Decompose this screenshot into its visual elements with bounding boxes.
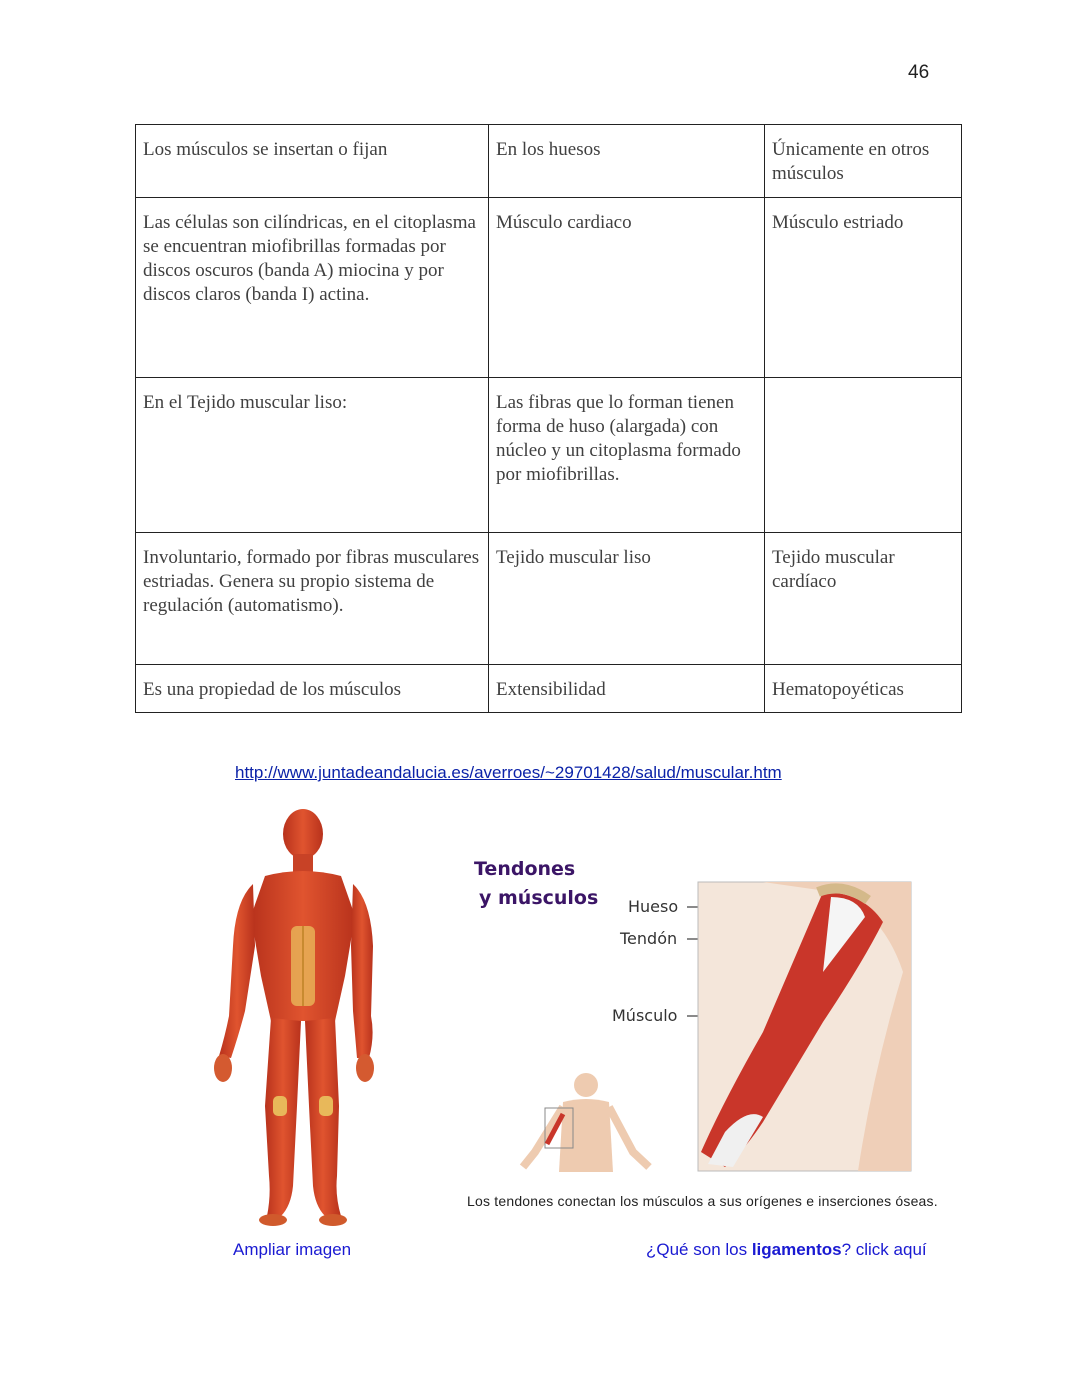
table-cell: Tejido muscular liso bbox=[489, 533, 765, 665]
ligaments-link[interactable] bbox=[646, 1240, 927, 1260]
enlarge-image-link[interactable]: Ampliar imagen bbox=[233, 1240, 352, 1259]
table-cell: Únicamente en otros músculos bbox=[765, 125, 962, 198]
ligaments-link-prefix: ¿Qué son los bbox=[646, 1240, 752, 1259]
figure-title: Tendones bbox=[474, 858, 576, 880]
page-number: 46 bbox=[908, 62, 930, 83]
table-cell: Los músculos se insertan o fijan bbox=[136, 125, 489, 198]
arm-illustration bbox=[463, 852, 973, 1192]
tendon-muscle-figure bbox=[463, 852, 973, 1217]
table-cell bbox=[765, 378, 962, 533]
table-cell: Músculo estriado bbox=[765, 198, 962, 378]
table-row bbox=[136, 533, 962, 665]
quiz-table bbox=[135, 124, 962, 713]
ligaments-link-suffix: ? click aquí bbox=[841, 1240, 927, 1259]
table-cell: Hematopoyéticas bbox=[765, 665, 962, 713]
label-bone: Hueso bbox=[628, 897, 679, 916]
table-cell: Involuntario, formado por fibras musculares estriadas. Genera su propio sistema de regulación (automatismo). bbox=[136, 533, 489, 665]
muscular-system-figure bbox=[205, 806, 375, 1230]
table-row bbox=[136, 378, 962, 533]
table-cell: Tejido muscular cardíaco bbox=[765, 533, 962, 665]
table-cell: En los huesos bbox=[489, 125, 765, 198]
table-row bbox=[136, 198, 962, 378]
figure-title: y músculos bbox=[479, 887, 599, 909]
label-tendon: Tendón bbox=[620, 929, 678, 948]
ligaments-link-bold: ligamentos bbox=[751, 1240, 842, 1259]
table-cell: Las células son cilíndricas, en el citoplasma se encuentran miofibrillas formadas por discos oscuros (banda A) miocina y por discos claros (banda I) actina. bbox=[136, 198, 489, 378]
table-cell: Es una propiedad de los músculos bbox=[136, 665, 489, 713]
table-row bbox=[136, 665, 962, 713]
table-cell: Las fibras que lo forman tienen forma de huso (alargada) con núcleo y un citoplasma formado por miofibrillas. bbox=[489, 378, 765, 533]
table-row bbox=[136, 125, 962, 198]
figure-caption: Los tendones conectan los músculos a sus orígenes e inserciones óseas. bbox=[467, 1193, 938, 1209]
source-link[interactable]: http://www.juntadeandalucia.es/averroes/~29701428/salud/muscular.htm bbox=[235, 763, 782, 782]
table-cell: Músculo cardiaco bbox=[489, 198, 765, 378]
table-cell: Extensibilidad bbox=[489, 665, 765, 713]
table-cell: En el Tejido muscular liso: bbox=[136, 378, 489, 533]
label-muscle: Músculo bbox=[612, 1006, 678, 1025]
